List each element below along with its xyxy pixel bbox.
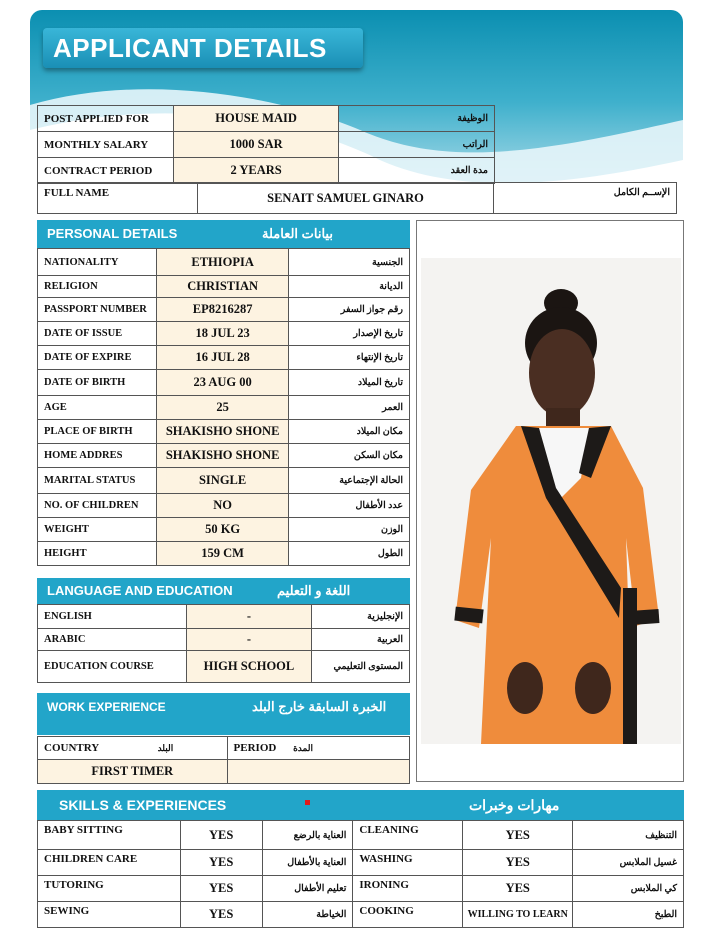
skill-value: YES xyxy=(180,876,262,902)
skill-value: YES xyxy=(180,902,262,928)
table-row xyxy=(38,132,495,158)
skill-value: YES xyxy=(463,850,573,876)
language-title-ar: اللغة و التعليم xyxy=(277,583,351,598)
contract-value: 2 YEARS xyxy=(173,158,339,184)
skill-label: BABY SITTING xyxy=(38,821,181,850)
table-row xyxy=(38,542,410,566)
country-cell xyxy=(38,737,228,760)
table-row xyxy=(38,494,410,518)
table-row xyxy=(38,249,410,276)
field-label: DATE OF ISSUE xyxy=(38,322,157,346)
field-label-ar: الجنسية xyxy=(289,249,410,276)
table-row xyxy=(38,850,684,876)
table-row xyxy=(38,158,495,184)
country-label-ar: البلد xyxy=(157,743,174,753)
skills-title: SKILLS & EXPERIENCES xyxy=(59,797,227,813)
field-value: ETHIOPIA xyxy=(156,249,289,276)
skill-label-ar: العناية بالرضع xyxy=(262,821,353,850)
table-row xyxy=(38,420,410,444)
field-label-ar: تاريخ الإنتهاء xyxy=(289,346,410,370)
field-value: 16 JUL 28 xyxy=(156,346,289,370)
skill-label-ar: الخياطة xyxy=(262,902,353,928)
skill-label-ar: التنظيف xyxy=(573,821,684,850)
post-label-ar: الوظيفة xyxy=(339,106,495,132)
field-label-ar: تاريخ الإصدار xyxy=(289,322,410,346)
field-value: 50 KG xyxy=(156,518,289,542)
skill-label-ar: الطبخ xyxy=(573,902,684,928)
salary-value: 1000 SAR xyxy=(173,132,339,158)
table-row xyxy=(38,276,410,298)
field-value: 25 xyxy=(156,396,289,420)
job-details-table xyxy=(37,105,495,184)
language-header xyxy=(37,578,410,604)
full-name-label-ar: الإســم الكامل xyxy=(494,183,677,214)
field-label-ar: عدد الأطفال xyxy=(289,494,410,518)
table-row xyxy=(38,518,410,542)
contract-label-ar: مدة العقد xyxy=(339,158,495,184)
field-label: HEIGHT xyxy=(38,542,157,566)
field-label-ar: مكان الميلاد xyxy=(289,420,410,444)
salary-label: MONTHLY SALARY xyxy=(38,132,174,158)
period-label: PERIOD xyxy=(233,742,277,754)
field-label: HOME ADDRES xyxy=(38,444,157,468)
field-label-ar: رقم جواز السفر xyxy=(289,298,410,322)
skill-label: COOKING xyxy=(353,902,463,928)
field-label: NATIONALITY xyxy=(38,249,157,276)
post-label: POST APPLIED FOR xyxy=(38,106,174,132)
skill-label: CLEANING xyxy=(353,821,463,850)
skill-label: IRONING xyxy=(353,876,463,902)
field-value: NO xyxy=(156,494,289,518)
table-row xyxy=(38,605,410,629)
field-value: SHAKISHO SHONE xyxy=(156,444,289,468)
table-row xyxy=(38,396,410,420)
language-label: ENGLISH xyxy=(38,605,187,629)
table-row xyxy=(38,902,684,928)
applicant-photo xyxy=(421,258,681,744)
field-label-ar: الديانة xyxy=(289,276,410,298)
table-row xyxy=(38,629,410,651)
table-row xyxy=(38,322,410,346)
work-period-value xyxy=(227,760,409,784)
skill-label-ar: كي الملابس xyxy=(573,876,684,902)
language-label-ar: المستوى التعليمي xyxy=(312,651,410,683)
field-label: DATE OF EXPIRE xyxy=(38,346,157,370)
table-row xyxy=(38,651,410,683)
skill-value: YES xyxy=(180,850,262,876)
full-name-label: FULL NAME xyxy=(38,183,198,214)
skill-value: YES xyxy=(463,821,573,850)
field-label-ar: الحالة الإجتماعية xyxy=(289,468,410,494)
full-name-table xyxy=(37,182,677,214)
table-row xyxy=(38,298,410,322)
period-label-ar: المدة xyxy=(293,743,313,753)
skill-label-ar: تعليم الأطفال xyxy=(262,876,353,902)
field-label: DATE OF BIRTH xyxy=(38,370,157,396)
language-label: EDUCATION COURSE xyxy=(38,651,187,683)
field-value: SINGLE xyxy=(156,468,289,494)
language-title: LANGUAGE AND EDUCATION xyxy=(47,583,233,598)
language-value: HIGH SCHOOL xyxy=(186,651,312,683)
table-row xyxy=(38,346,410,370)
skill-label: WASHING xyxy=(353,850,463,876)
table-row xyxy=(38,821,684,850)
field-value: CHRISTIAN xyxy=(156,276,289,298)
skill-label: TUTORING xyxy=(38,876,181,902)
language-value: - xyxy=(186,605,312,629)
work-header xyxy=(37,693,410,735)
language-label: ARABIC xyxy=(38,629,187,651)
field-value: 23 AUG 00 xyxy=(156,370,289,396)
skill-value: WILLING TO LEARN xyxy=(463,902,573,928)
field-value: SHAKISHO SHONE xyxy=(156,420,289,444)
field-label: WEIGHT xyxy=(38,518,157,542)
personal-title-ar: بيانات العاملة xyxy=(262,226,333,241)
skill-label-ar: العناية بالأطفال xyxy=(262,850,353,876)
field-value: EP8216287 xyxy=(156,298,289,322)
salary-label-ar: الراتب xyxy=(339,132,495,158)
table-row xyxy=(38,444,410,468)
field-value: 18 JUL 23 xyxy=(156,322,289,346)
skill-value: YES xyxy=(180,821,262,850)
skills-header xyxy=(37,790,684,820)
work-title: WORK EXPERIENCE xyxy=(47,700,166,714)
language-value: - xyxy=(186,629,312,651)
table-row xyxy=(38,370,410,396)
personal-details-table xyxy=(37,248,410,566)
field-label-ar: مكان السكن xyxy=(289,444,410,468)
personal-details-header xyxy=(37,220,410,248)
skill-label-ar: غسيل الملابس xyxy=(573,850,684,876)
skill-label: SEWING xyxy=(38,902,181,928)
field-label: PLACE OF BIRTH xyxy=(38,420,157,444)
field-label-ar: العمر xyxy=(289,396,410,420)
field-value: 159 CM xyxy=(156,542,289,566)
skills-table xyxy=(37,820,684,928)
field-label-ar: تاريخ الميلاد xyxy=(289,370,410,396)
table-row xyxy=(38,876,684,902)
skill-label: CHILDREN CARE xyxy=(38,850,181,876)
page-title: APPLICANT DETAILS xyxy=(43,28,363,68)
work-table xyxy=(37,736,410,784)
country-label: COUNTRY xyxy=(44,742,99,754)
table-row xyxy=(38,106,495,132)
language-label-ar: العربية xyxy=(312,629,410,651)
full-name-value: SENAIT SAMUEL GINARO xyxy=(197,183,494,214)
field-label-ar: الطول xyxy=(289,542,410,566)
field-label: RELIGION xyxy=(38,276,157,298)
field-label: AGE xyxy=(38,396,157,420)
personal-title: PERSONAL DETAILS xyxy=(47,226,178,241)
skills-title-ar: مهارات وخبرات xyxy=(469,797,560,813)
red-dot xyxy=(305,800,310,805)
skill-value: YES xyxy=(463,876,573,902)
work-title-ar: الخبرة السابقة خارج البلد xyxy=(252,699,387,714)
field-label: MARITAL STATUS xyxy=(38,468,157,494)
period-cell xyxy=(227,737,409,760)
language-label-ar: الإنجليزية xyxy=(312,605,410,629)
field-label-ar: الوزن xyxy=(289,518,410,542)
table-row xyxy=(38,468,410,494)
field-label: NO. OF CHILDREN xyxy=(38,494,157,518)
language-table xyxy=(37,604,410,683)
work-value: FIRST TIMER xyxy=(38,760,228,784)
contract-label: CONTRACT PERIOD xyxy=(38,158,174,184)
field-label: PASSPORT NUMBER xyxy=(38,298,157,322)
post-value: HOUSE MAID xyxy=(173,106,339,132)
